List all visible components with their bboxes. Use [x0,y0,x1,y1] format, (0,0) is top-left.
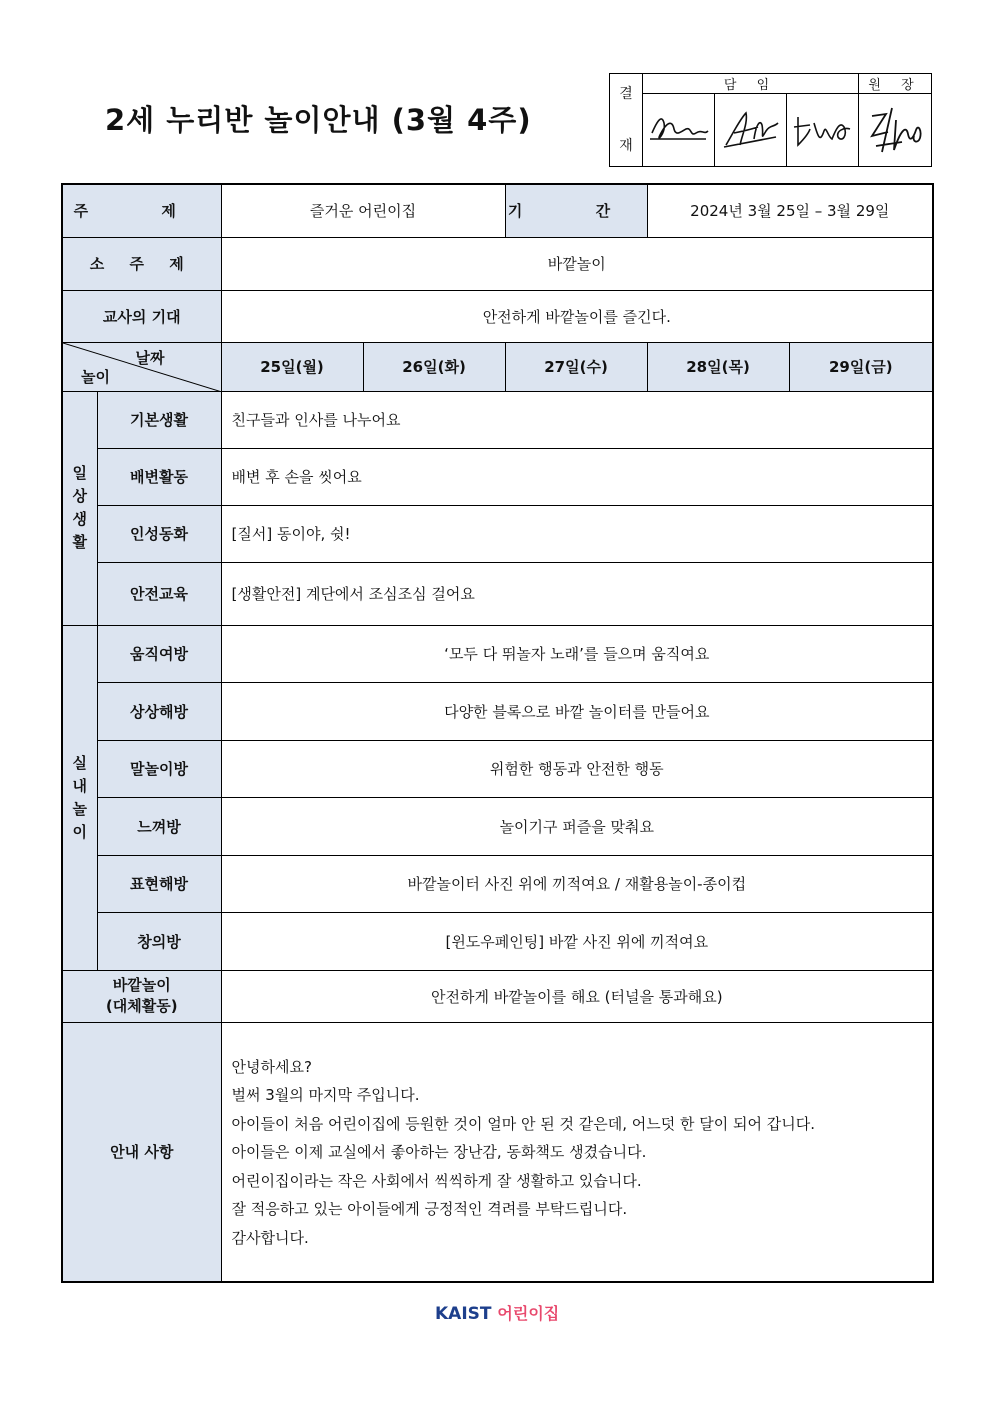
indoor-play-category-text: 실내놀이 [72,753,87,841]
row-label: 창의방 [97,912,221,970]
day-header: 25일(월) [221,342,363,391]
row-content: [질서] 동이야, 쉿! [221,505,933,562]
daily-life-category [62,391,97,625]
teacher-label: 담 임 [643,74,859,94]
signature-1 [643,94,715,167]
notice-label: 안내 사항 [62,1022,221,1282]
row-label: 안전교육 [97,562,221,625]
row-content: 위험한 행동과 안전한 행동 [221,740,933,797]
notice-line: 안녕하세요? [231,1057,312,1076]
signature-3 [787,94,859,167]
date-play-header [62,342,221,391]
theme-value: 즐거운 어린이집 [221,184,505,237]
approval-label-top: 결 [619,86,633,102]
notice-line: 어린이집이라는 작은 사회에서 씩씩하게 잘 생활하고 있습니다. [231,1171,642,1190]
row-label: 느껴방 [97,797,221,855]
row-content: 다양한 블록으로 바깥 놀이터를 만들어요 [221,682,933,740]
day-header: 29일(금) [789,342,933,391]
row-content: ‘모두 다 뛰놀자 노래’를 들으며 움직여요 [221,625,933,682]
day-header: 27일(수) [505,342,647,391]
signature-2 [715,94,787,167]
row-label: 표현해방 [97,855,221,912]
day-header: 28일(목) [647,342,789,391]
date-label: 날짜 [135,348,165,367]
day-header: 26일(화) [363,342,505,391]
row-label: 움직여방 [97,625,221,682]
approval-label [610,74,643,167]
period-value: 2024년 3월 25일 – 3월 29일 [647,184,933,237]
row-content: [윈도우페인팅] 바깥 사진 위에 끼적여요 [221,912,933,970]
play-label: 놀이 [81,367,110,386]
outdoor-label-line1: 바깥놀이 [112,976,171,994]
notice-line: 벌써 3월의 마지막 주입니다. [231,1086,420,1104]
notice-line: 아이들은 이제 교실에서 좋아하는 장난감, 동화책도 생겼습니다. [231,1143,647,1161]
subtheme-value: 바깥놀이 [221,237,933,290]
notice-line: 아이들이 처음 어린이집에 등원한 것이 얼마 안 된 것 같은데, 어느덧 한 달이 되어 갑니다. [231,1114,815,1133]
daily-life-category-text: 일상생활 [72,464,87,551]
subtheme-label: 소 주 제 [62,237,221,290]
director-label: 원 장 [859,74,932,94]
kaist-kindergarten-logo [435,1300,575,1328]
row-label: 말놀이방 [97,740,221,797]
theme-label: 주 제 [62,184,221,237]
row-label: 배변활동 [97,448,221,505]
notice-line: 감사합니다. [231,1228,309,1247]
row-content: 바깥놀이터 사진 위에 끼적여요 / 재활용놀이-종이컵 [221,855,933,912]
row-label: 인성동화 [97,505,221,562]
outdoor-label [62,970,221,1022]
signature-4 [859,94,932,167]
row-label: 기본생활 [97,391,221,448]
approval-box [609,73,932,167]
outdoor-content: 안전하게 바깥놀이를 해요 (터널을 통과해요) [221,970,933,1022]
approval-label-bottom: 재 [619,138,633,154]
indoor-play-category [62,625,97,970]
row-content: 놀이기구 퍼즐을 맞춰요 [221,797,933,855]
expectation-value: 안전하게 바깥놀이를 즐긴다. [221,290,933,342]
notice-content [221,1022,933,1282]
page-title: 2세 누리반 놀이안내 (3월 4주) [105,103,532,137]
row-content: 친구들과 인사를 나누어요 [221,391,933,448]
schedule-table [61,183,934,1283]
row-content: 배변 후 손을 씻어요 [221,448,933,505]
row-content: [생활안전] 계단에서 조심조심 걸어요 [221,562,933,625]
logo-name: 어린이집 [497,1304,560,1323]
period-label: 기 간 [505,184,647,237]
expectation-label: 교사의 기대 [62,290,221,342]
row-label: 상상해방 [97,682,221,740]
outdoor-label-line2: (대체활동) [105,997,178,1015]
notice-line: 잘 적응하고 있는 아이들에게 긍정적인 격려를 부탁드립니다. [231,1200,628,1218]
logo-brand: KAIST [435,1304,492,1324]
